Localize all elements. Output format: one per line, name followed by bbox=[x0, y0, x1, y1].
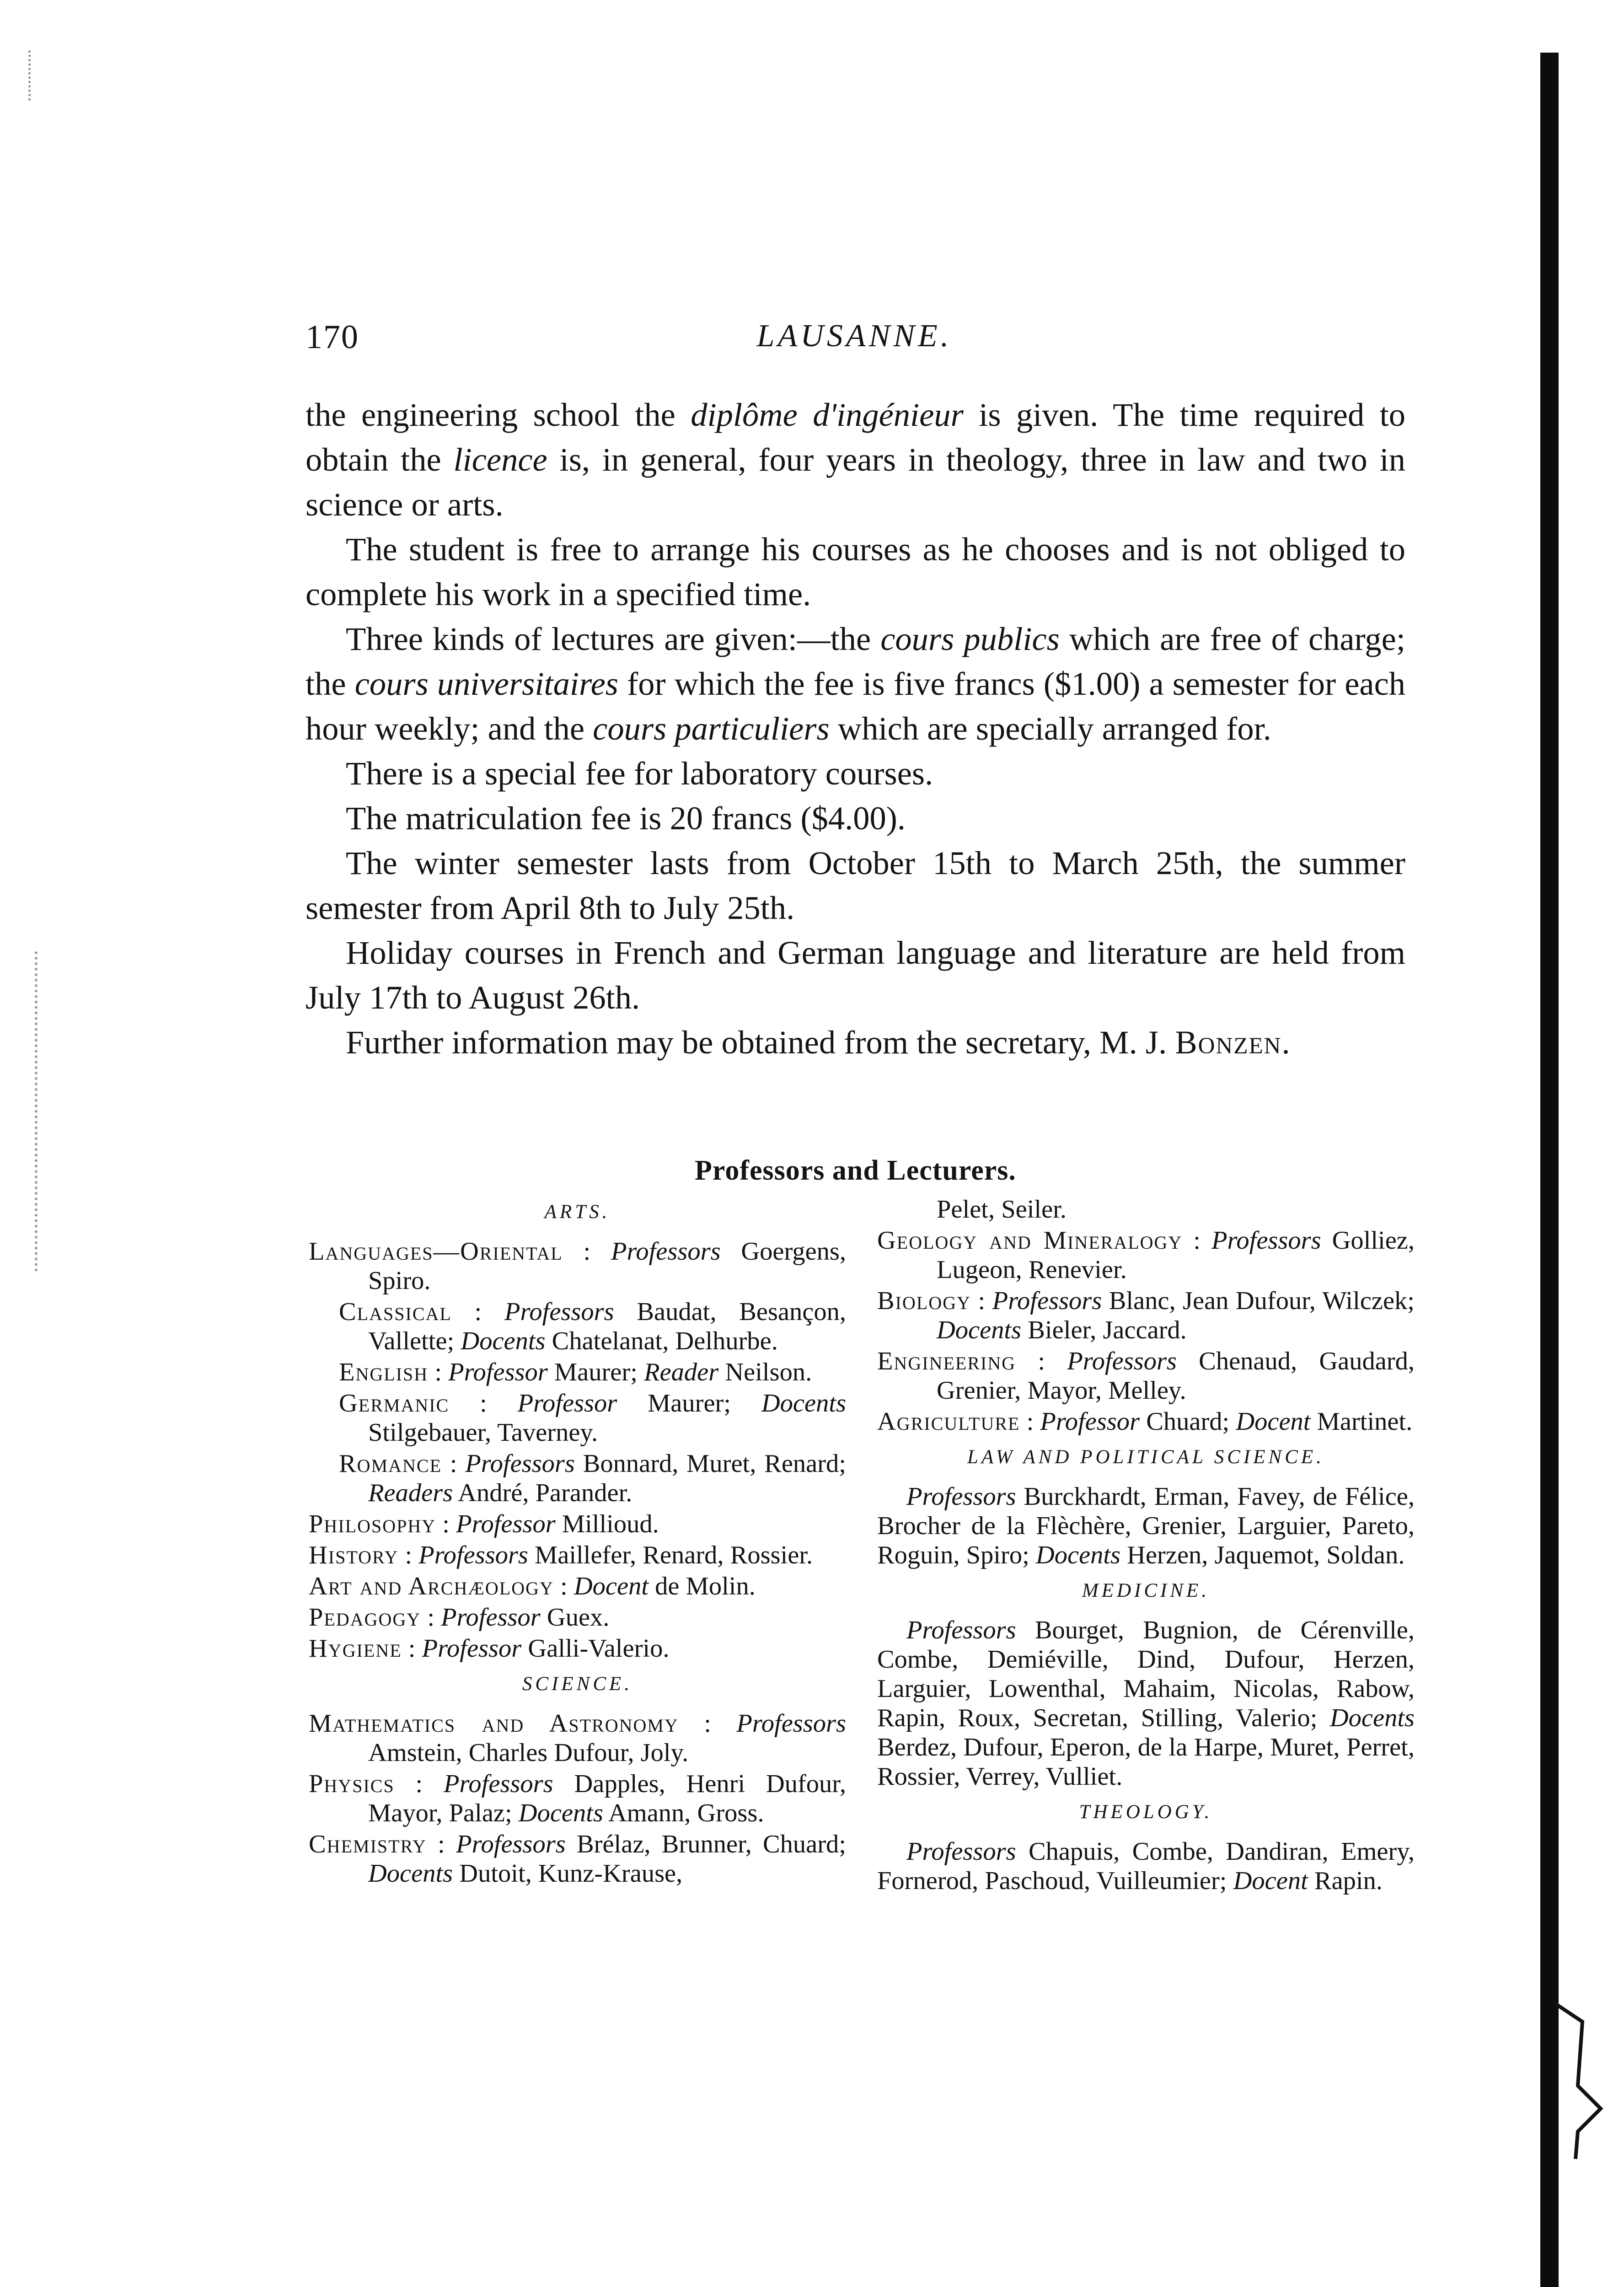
paragraph-1: the engineering school the diplôme d'ingénieur is given. The time required to obtain the licence is, in general, four years in theology, three in law and two in science or arts. bbox=[306, 396, 1405, 523]
page-number: 170 bbox=[306, 318, 359, 356]
faculty-entry-hygiene: Hygiene : Professor Galli-Valerio. bbox=[309, 1634, 670, 1663]
faculty-entry-chemistry: Chemistry : Professors Brélaz, Brunner, Chuard; Docents Dutoit, Kunz-Krause, bbox=[309, 1830, 847, 1888]
paragraph-7: Holiday courses in French and German language and literature are held from July 17th to August 26th. bbox=[306, 934, 1405, 1016]
page-edge-rule bbox=[1540, 53, 1559, 2287]
faculty-entry-law: Professors Burckhardt, Erman, Favey, de Félice, Brocher de la Flèchère, Grenier, Larguier, Pareto, Roguin, Spiro; Docents Herzen, Jaquemot, Soldan. bbox=[877, 1482, 1415, 1569]
faculty-entry-english: English : Professor Maurer; Reader Neilson. bbox=[339, 1358, 812, 1386]
faculty-entry-art: Art and Archæology : Docent de Molin. bbox=[309, 1572, 756, 1600]
paragraph-5: The matriculation fee is 20 francs ($4.00). bbox=[346, 800, 906, 837]
faculty-entry-chemistry-continued: Pelet, Seiler. bbox=[937, 1195, 1067, 1224]
margin-scan-dots bbox=[35, 951, 41, 1272]
medicine-heading: MEDICINE. bbox=[1082, 1580, 1210, 1601]
faculty-entry-classical: Classical : Professors Baudat, Besançon, Vallette; Docents Chatelanat, Delhurbe. bbox=[339, 1298, 846, 1355]
faculty-entry-physics: Physics : Professors Dapples, Henri Dufour, Mayor, Palaz; Docents Amann, Gross. bbox=[309, 1770, 846, 1827]
faculty-entry-oriental: Languages—Oriental : Professors Goergens, Spiro. bbox=[309, 1237, 846, 1295]
arts-heading: ARTS. bbox=[544, 1201, 611, 1223]
faculty-column-right bbox=[877, 1195, 1415, 1902]
theology-heading: THEOLOGY. bbox=[1079, 1801, 1213, 1823]
faculty-entry-germanic: Germanic : Professor Maurer; Docents Stilgebauer, Taverney. bbox=[339, 1389, 847, 1447]
faculty-entry-engineering: Engineering : Professors Chenaud, Gaudard, Grenier, Mayor, Melley. bbox=[877, 1347, 1415, 1405]
faculty-heading: Professors and Lecturers. bbox=[695, 1155, 1016, 1186]
faculty-entry-agriculture: Agriculture : Professor Chuard; Docent Martinet. bbox=[877, 1407, 1413, 1436]
page-header bbox=[306, 318, 1403, 368]
pen-stroke-mark bbox=[1125, 2282, 1180, 2287]
law-heading: LAW AND POLITICAL SCIENCE. bbox=[967, 1446, 1324, 1468]
faculty-entry-romance: Romance : Professors Bonnard, Muret, Renard; Readers André, Parander. bbox=[339, 1450, 847, 1507]
paragraph-6: The winter semester lasts from October 15th to March 25th, the summer semester from April 8th to July 25th. bbox=[306, 844, 1405, 926]
science-heading: SCIENCE. bbox=[522, 1673, 633, 1695]
faculty-entry-math: Mathematics and Astronomy : Professors Amstein, Charles Dufour, Joly. bbox=[309, 1709, 846, 1767]
faculty-entry-pedagogy: Pedagogy : Professor Guex. bbox=[309, 1603, 610, 1632]
paragraph-4: There is a special fee for laboratory courses. bbox=[346, 755, 933, 792]
paragraph-8: Further information may be obtained from the secretary, M. J. Bonzen. bbox=[346, 1024, 1291, 1061]
bracket-scan-mark bbox=[1550, 1994, 1605, 2168]
faculty-entry-philosophy: Philosophy : Professor Millioud. bbox=[309, 1510, 659, 1538]
faculty-entry-history: History : Professors Maillefer, Renard, Rossier. bbox=[309, 1541, 813, 1569]
running-head: LAUSANNE. bbox=[756, 318, 952, 354]
faculty-column-left bbox=[309, 1195, 846, 1890]
body-text bbox=[306, 392, 1405, 1065]
faculty-entry-medicine: Professors Bourget, Bugnion, de Cérenville, Combe, Demiéville, Dind, Dufour, Herzen, Larguier, Lowenthal, Mahaim, Nicolas, Rabow, Rapin, Roux, Secretan, Stilling, Valerio; Docents Berdez, Dufour, Eperon, de la Harpe, Muret, Perret, Rossier, Verrey, Vulliet. bbox=[877, 1616, 1415, 1791]
paragraph-2: The student is free to arrange his courses as he chooses and is not obliged to complete his work in a specified time. bbox=[306, 531, 1405, 612]
faculty-entry-biology: Biology : Professors Blanc, Jean Dufour, Wilczek; Docents Bieler, Jaccard. bbox=[877, 1287, 1415, 1344]
paragraph-3: Three kinds of lectures are given:—the cours publics which are free of charge; the cours universitaires for which the fee is five francs ($1.00) a semester for each hour weekly; and the cours particuliers which are specially arranged for. bbox=[306, 620, 1405, 747]
faculty-entry-geology: Geology and Mineralogy : Professors Golliez, Lugeon, Renevier. bbox=[877, 1226, 1415, 1284]
faculty-entry-theology: Professors Chapuis, Combe, Dandiran, Emery, Fornerod, Paschoud, Vuilleumier; Docent Rapin. bbox=[877, 1837, 1415, 1895]
margin-scan-marks bbox=[28, 50, 38, 101]
